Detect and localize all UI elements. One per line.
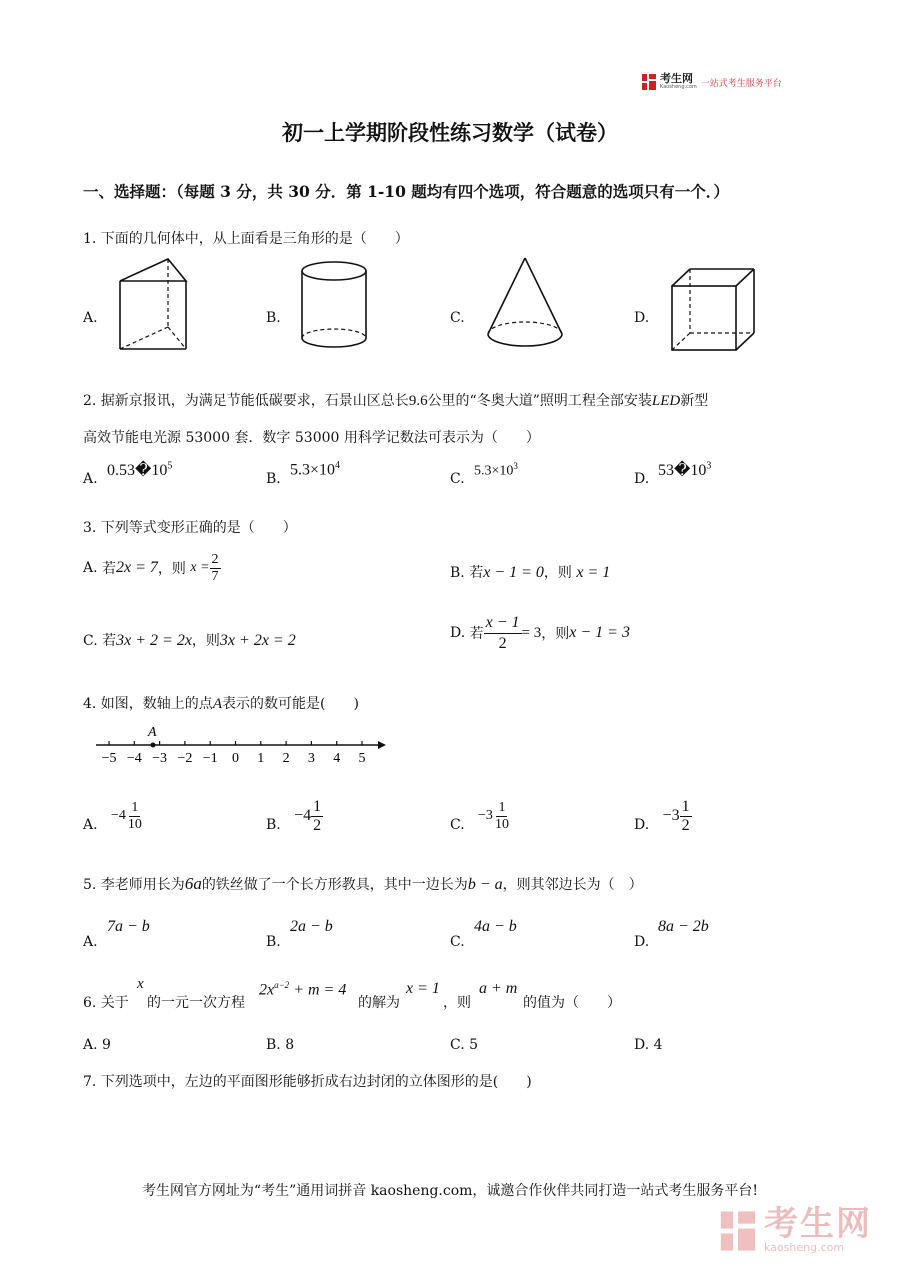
brand-name: 考生网 bbox=[660, 72, 693, 85]
watermark bbox=[718, 1204, 872, 1254]
q4-option-a: A. −4 $\frac{1}{10}$ bbox=[83, 799, 142, 833]
q6-option-b: B. 8 bbox=[266, 1037, 295, 1053]
q3-stem: 3. 下列等式变形正确的是（ ） bbox=[83, 520, 297, 536]
q6-option-c: C. 5 bbox=[450, 1037, 479, 1053]
q6-option-a: A. 9 bbox=[83, 1037, 111, 1053]
watermark-logo-icon bbox=[718, 1209, 758, 1253]
page-title: 初一上学期阶段性练习数学（试卷） bbox=[282, 120, 618, 145]
page-footer: 考生网官方网址为“考生”通用词拼音 kaosheng.com，诚邀合作伙伴共同打造一站式考生服务平台! bbox=[141, 1183, 759, 1199]
q3-option-a: A. 若 2x = 7 ，则 x = $\frac{2}{7}$ bbox=[83, 551, 219, 584]
q2-stem-line2: 高效节能电光源 53000 套．数字 53000 用科学记数法可表示为（ ） bbox=[83, 430, 540, 446]
q5-option-b: B. 2a − b bbox=[266, 918, 333, 950]
q2-option-b: B. $5.3\times 10^4$ bbox=[266, 460, 341, 487]
brand-logo-icon bbox=[641, 73, 657, 91]
number-line-tick-label: 2 bbox=[282, 751, 290, 766]
q3-option-d: D. 若 $\frac{x - 1}{2}$ = 3 ，则 x − 1 = 3 bbox=[450, 613, 630, 652]
q1-option-c-label: C. bbox=[450, 310, 465, 326]
q2-stem-line1: 2. 据新京报讯，为满足节能低碳要求，石景山区总长9.6公里的“冬奥大道”照明工程全部安装LED新型 bbox=[83, 393, 709, 409]
cone-figure bbox=[483, 254, 567, 354]
q4-option-b: B. −4 $\frac{1}{2}$ bbox=[266, 797, 322, 834]
number-line-tick-label: −4 bbox=[126, 751, 142, 766]
q6-option-d: D. 4 bbox=[634, 1037, 663, 1053]
number-line-arrow bbox=[378, 741, 386, 749]
brand-domain: Kaosheng.com bbox=[660, 84, 697, 90]
q5-option-a: A. 7a − b bbox=[83, 918, 150, 950]
section-heading: 一、选择题：（每题 3 分，共 30 分．第 1-10 题均有四个选项，符合题意的选项只有一个．） bbox=[83, 182, 730, 201]
triangular-prism-figure bbox=[113, 253, 193, 353]
q4-option-d: D. −3 $\frac{1}{2}$ bbox=[634, 797, 690, 834]
header-logo bbox=[641, 71, 782, 93]
q2-option-c: C. $5.3\times 10^3$ bbox=[450, 461, 518, 487]
q3-option-c: C. 若3x + 2 = 2x，则3x + 2x = 2 bbox=[83, 632, 296, 649]
q3-option-b: B. 若x − 1 = 0，则 x = 1 bbox=[450, 564, 611, 581]
number-line bbox=[90, 722, 390, 770]
number-line-tick-label: 1 bbox=[257, 751, 265, 766]
watermark-sub: kaosheng.com bbox=[764, 1241, 845, 1254]
q4-d-fraction: $\frac{1}{2}$ bbox=[681, 797, 690, 834]
q7-stem: 7. 下列选项中，左边的平面图形能够折成右边封闭的立体图形的是( ) bbox=[83, 1074, 532, 1090]
number-line-tick-label: −1 bbox=[202, 751, 218, 766]
q5-stem: 5. 李老师用长为6a的铁丝做了一个长方形教具，其中一边长为b − a，则其邻边长为（ ） bbox=[83, 874, 643, 893]
q4-option-c: C. −3 $\frac{1}{10}$ bbox=[450, 799, 509, 833]
number-line-tick-label: 0 bbox=[232, 751, 239, 766]
q4-b-fraction: $\frac{1}{2}$ bbox=[313, 797, 322, 834]
q3-a-fraction: $\frac{2}{7}$ bbox=[211, 551, 219, 584]
q5-option-c: C. 4a − b bbox=[450, 918, 517, 950]
cube-figure bbox=[668, 266, 768, 354]
watermark-text: 考生网 bbox=[764, 1204, 872, 1244]
q4-c-fraction: $\frac{1}{10}$ bbox=[494, 799, 509, 832]
q2-option-a: A. $0.53�10^5$ bbox=[83, 460, 173, 487]
point-a-dot bbox=[151, 743, 156, 748]
q5-option-d: D. 8a − 2b bbox=[634, 918, 709, 950]
number-line-tick-label: 5 bbox=[358, 751, 366, 766]
brand-slogan: 一站式考生服务平台 bbox=[700, 78, 782, 89]
number-line-tick-label: 3 bbox=[307, 751, 315, 766]
q2-option-d: D. $53�10^3$ bbox=[634, 460, 712, 487]
point-a-label: A bbox=[148, 725, 157, 740]
q3-d-fraction: $\frac{x - 1}{2}$ bbox=[485, 613, 520, 652]
q4-a-fraction: $\frac{1}{10}$ bbox=[127, 799, 142, 832]
cylinder-figure bbox=[298, 258, 370, 354]
q1-option-d-label: D. bbox=[634, 310, 650, 326]
q1-option-b-label: B. bbox=[266, 310, 281, 326]
number-line-tick-label: 4 bbox=[333, 751, 341, 766]
q4-stem: 4. 如图，数轴上的点A表示的数可能是( ) bbox=[83, 696, 359, 712]
number-line-tick-label: −3 bbox=[152, 751, 168, 766]
q1-stem: 1. 下面的几何体中，从上面看是三角形的是（ ） bbox=[83, 231, 409, 247]
number-line-tick-label: −5 bbox=[101, 751, 117, 766]
number-line-tick-label: −2 bbox=[177, 751, 193, 766]
q1-option-a-label: A. bbox=[83, 310, 98, 326]
